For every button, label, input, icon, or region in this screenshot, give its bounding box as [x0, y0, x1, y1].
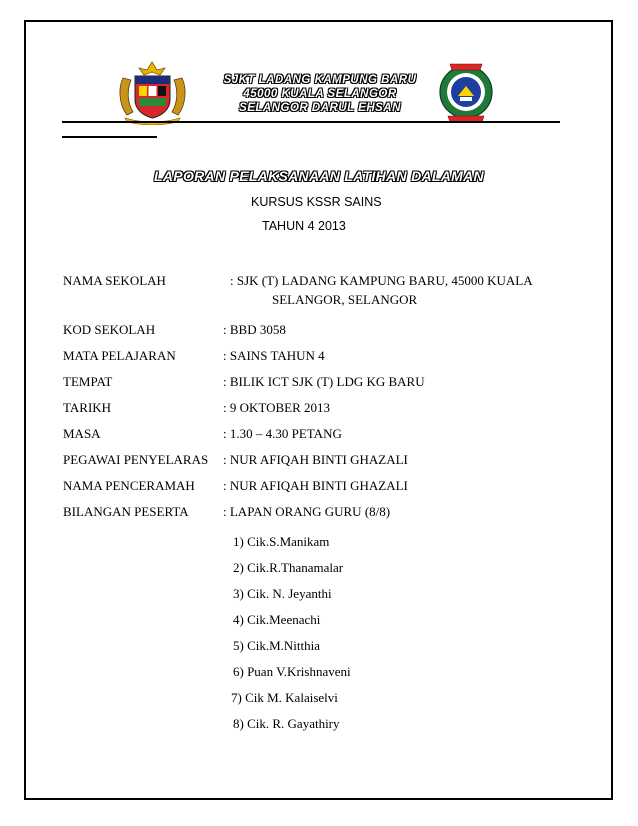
- report-title: LAPORAN PELAKSANAAN LATIHAN DALAMAN: [154, 168, 484, 184]
- detail-label: KOD SEKOLAH: [63, 322, 156, 337]
- detail-value: : BBD 3058: [223, 322, 286, 337]
- participant-item: 6) Puan V.Krishnaveni: [233, 664, 351, 679]
- detail-value: : 1.30 – 4.30 PETANG: [223, 426, 342, 441]
- detail-label: NAMA PENCERAMAH: [63, 478, 195, 493]
- header-divider: [62, 121, 560, 123]
- detail-value: : NUR AFIQAH BINTI GHAZALI: [223, 452, 408, 467]
- detail-value: : BILIK ICT SJK (T) LDG KG BARU: [223, 374, 425, 389]
- school-state: SELANGOR DARUL EHSAN: [239, 102, 401, 114]
- detail-value: : 9 OKTOBER 2013: [223, 400, 331, 415]
- school-name: SJKT LADANG KAMPUNG BARU: [223, 74, 417, 86]
- detail-label: TEMPAT: [63, 374, 113, 389]
- detail-label: TARIKH: [63, 400, 112, 415]
- detail-label: MATA PELAJARAN: [63, 348, 176, 363]
- participant-item: 2) Cik.R.Thanamalar: [233, 560, 344, 575]
- detail-label: BILANGAN PESERTA: [63, 504, 189, 519]
- participant-item: 1) Cik.S.Manikam: [233, 534, 330, 549]
- header-divider-short: [62, 136, 157, 138]
- participant-item: 3) Cik. N. Jeyanthi: [233, 586, 332, 601]
- detail-value: SELANGOR, SELANGOR: [272, 292, 418, 307]
- participant-item: 4) Cik.Meenachi: [233, 612, 321, 627]
- participant-item: 7) Cik M. Kalaiselvi: [231, 690, 338, 705]
- school-postcode-city: 45000 KUALA SELANGOR: [243, 88, 397, 100]
- detail-value: : SJK (T) LADANG KAMPUNG BARU, 45000 KUALA: [230, 273, 533, 288]
- detail-label: NAMA SEKOLAH: [63, 273, 166, 288]
- detail-value: : SAINS TAHUN 4: [223, 348, 325, 363]
- course-year: TAHUN 4 2013: [262, 219, 346, 233]
- participant-item: 8) Cik. R. Gayathiry: [233, 716, 340, 731]
- course-name: KURSUS KSSR SAINS: [251, 195, 382, 209]
- detail-label: MASA: [63, 426, 101, 441]
- detail-label: PEGAWAI PENYELARAS: [63, 452, 209, 467]
- detail-value: : NUR AFIQAH BINTI GHAZALI: [223, 478, 408, 493]
- participant-item: 5) Cik.M.Nitthia: [233, 638, 321, 653]
- detail-value: : LAPAN ORANG GURU (8/8): [223, 504, 391, 519]
